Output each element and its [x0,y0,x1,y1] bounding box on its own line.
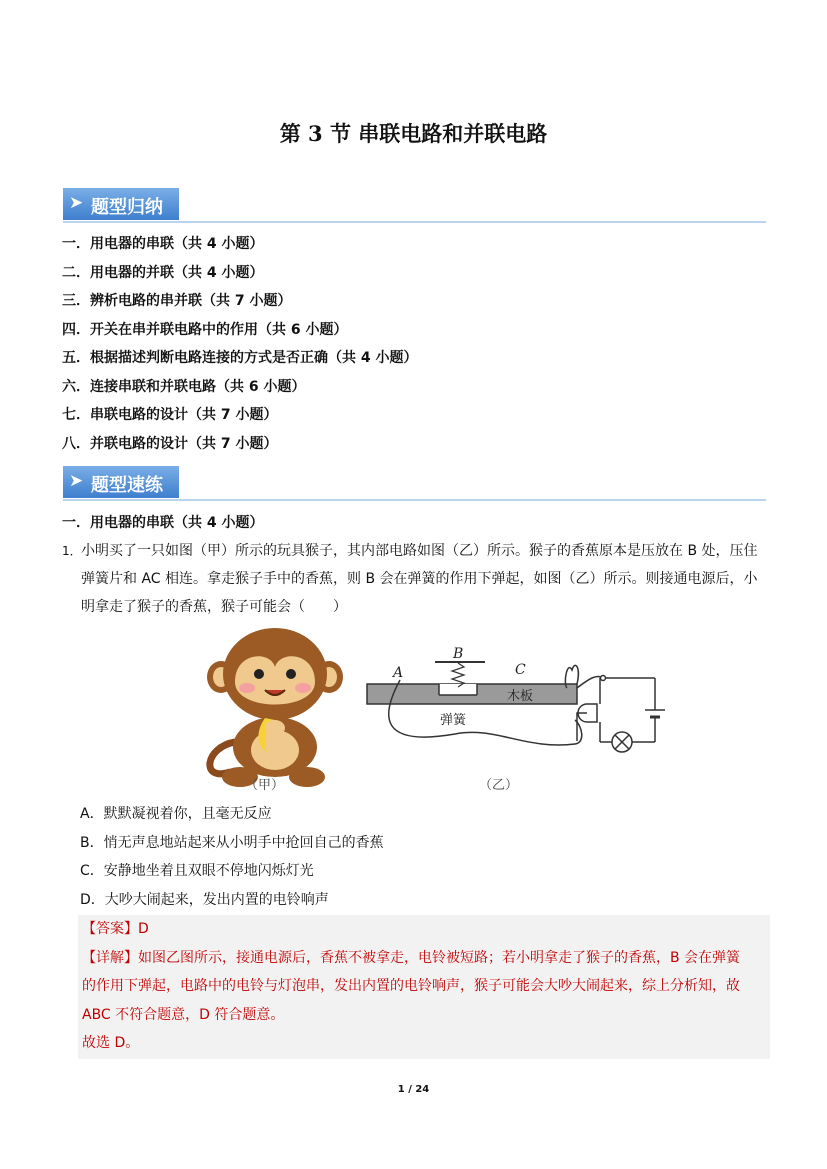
monkey-illustration [207,628,343,787]
caption-left: （甲） [245,778,285,793]
section-divider [63,221,766,223]
section-header-types [63,188,766,224]
toc-item[interactable]: 八．并联电路的设计（共 7 小题） [62,435,278,452]
section-tab [63,188,179,220]
section-label: 题型归纳 [91,197,163,218]
arrow-right-icon: ➤ [69,193,84,213]
option-c[interactable]: C．安静地坐着且双眼不停地闪烁灯光 [80,863,314,879]
answer-options [80,800,384,914]
question-figure [195,622,675,800]
answer-explanation [78,915,770,1059]
subsection-heading: 一．用电器的串联（共 4 小题） [62,515,264,531]
section-header-practice [63,466,766,502]
label-b: B [453,646,464,662]
label-spring: 弹簧 [440,713,467,728]
answer-line: 的作用下弹起，电路中的电铃与灯泡串，发出内置的电铃响声，猴子可能会大吵大闹起来，综上分析知，故 [82,978,740,994]
label-board: 木板 [507,689,534,704]
arrow-right-icon: ➤ [69,471,84,491]
section-label: 题型速练 [91,475,163,496]
toc-item[interactable]: 二．用电器的并联（共 4 小题） [62,264,264,281]
toc-item[interactable]: 四．开关在串并联电路中的作用（共 6 小题） [62,321,348,338]
question-1 [62,537,768,621]
toc-item[interactable]: 五．根据描述判断电路连接的方式是否正确（共 4 小题） [62,350,418,366]
figure-svg [195,622,675,800]
page-number: 1 / 24 [397,1084,430,1095]
option-d[interactable]: D．大吵大闹起来，发出内置的电铃响声 [80,891,329,908]
section-divider [63,499,766,501]
toc-item[interactable]: 六．连接串联和并联电路（共 6 小题） [62,378,306,395]
label-a: A [393,665,404,681]
label-c: C [515,662,526,678]
question-number: 1． [62,544,82,558]
question-text: 小明买了一只如图（甲）所示的玩具猴子，其内部电路如图（乙）所示。猴子的香蕉原本是压放在 B 处，压住弹簧片和 AC 相连。拿走猴子手中的香蕉，则 B 会在弹簧的作用下弹起，如图（乙）所示。则接通电源后，小明拿走了猴子的香蕉，猴子可能会（ ） [81,543,758,615]
answer-line: ABC 不符合题意，D 符合题意。 [82,1006,285,1023]
section-tab [63,466,179,498]
answer-line: 【答案】D [82,921,149,937]
page-title: 第 3 节 串联电路和并联电路 [279,121,548,146]
toc-item[interactable]: 七．串联电路的设计（共 7 小题） [62,407,278,423]
answer-line: 故选 D。 [82,1035,140,1051]
caption-right: （乙） [479,778,519,793]
toc-list [62,234,418,462]
toc-item[interactable]: 一．用电器的串联（共 4 小题） [62,236,264,252]
option-a[interactable]: A．默默凝视着你，且毫无反应 [80,806,272,822]
toc-item[interactable]: 三．辨析电路的串并联（共 7 小题） [62,293,292,309]
answer-line: 【详解】如图乙图所示，接通电源后，香蕉不被拿走，电铃被短路；若小明拿走了猴子的香蕉，B 会在弹簧 [82,949,741,966]
option-b[interactable]: B．悄无声息地站起来从小明手中抢回自己的香蕉 [80,834,384,851]
